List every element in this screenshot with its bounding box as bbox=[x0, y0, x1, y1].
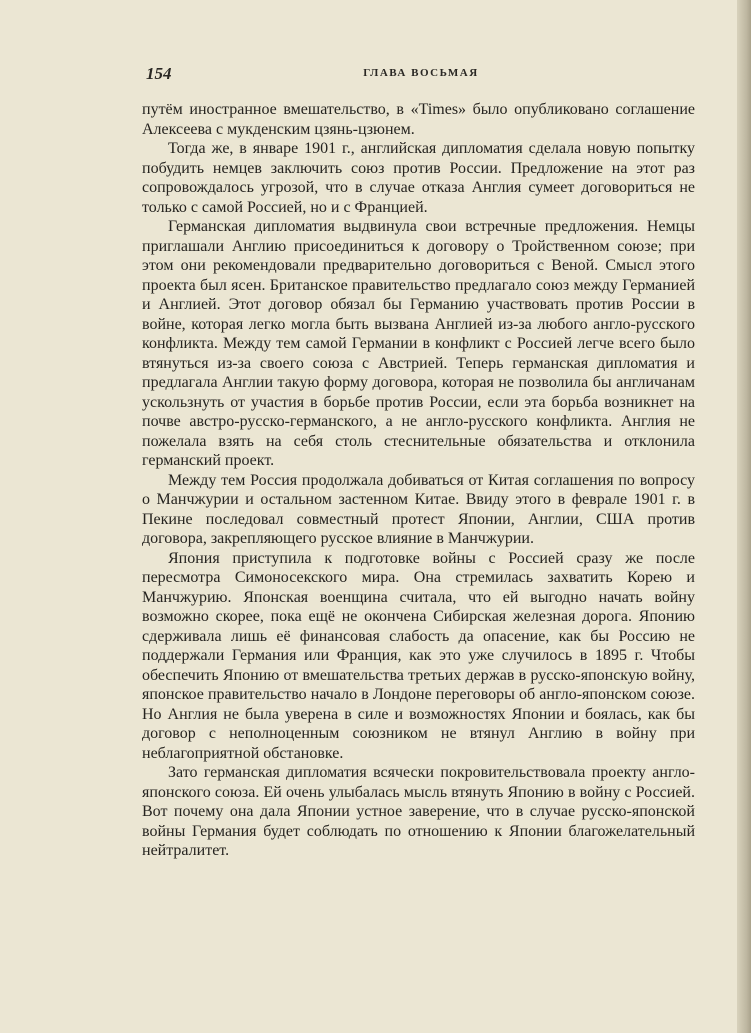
paragraph: Зато германская дипломатия всячески покровительствовала проекту англо-японского союза. Ей очень улыбалась мысль втянуть Японию в войну с Россией. Вот почему она дала Японии устное заверение, что в случае русско-японской войны Германия будет соблюдать по отношению к Японии благожелательный нейтралитет. bbox=[142, 764, 695, 859]
page-header bbox=[146, 64, 696, 86]
page-edge-shadow bbox=[737, 0, 751, 1033]
running-head: ГЛАВА ВОСЬМАЯ bbox=[363, 67, 479, 79]
paragraph: Япония приступила к подготовке войны с Россией сразу же после пересмотра Симоносекского мира. Она стремилась захватить Корею и Манчжурию. Японская военщина считала, что ей выгодно начать войну возможно скорее, пока ещё не окончена Сибирская железная дорога. Японию сдерживала лишь её финансовая слабость да опасение, как бы Россию не поддержали Германия или Франция, как это уже случилось в 1895 г. Чтобы обеспечить Японию от вмешательства третьих держав в русско-японскую войну, японское правительство начало в Лондоне переговоры об англо-японском союзе. Но Англия не была уверена в силе и возможностях Японии и боялась, как бы договор с неполноценным союзником не втянул Англию в войну при неблагоприятной обстановке. bbox=[142, 549, 695, 762]
body-text bbox=[142, 100, 695, 861]
paragraph-continuation: путём иностранное вмешательство, в «Times» было опубликовано соглашение Алексеева с мукденским цзянь-цзюнем. bbox=[142, 101, 695, 138]
page-number: 154 bbox=[146, 64, 172, 83]
paragraph: Между тем Россия продолжала добиваться от Китая соглашения по вопросу о Манчжурии и остальном застенном Китае. Ввиду этого в феврале 1901 г. в Пекине последовал совместный протест Японии, Англии, США против договора, закрепляющего русское влияние в Манчжурии. bbox=[142, 471, 695, 547]
paragraph: Тогда же, в январе 1901 г., английская дипломатия сделала новую попытку побудить немцев заключить союз против России. Предложение на этот раз сопровождалось угрозой, что в случае отказа Англия сумеет договориться не только с самой Россией, но и с Францией. bbox=[142, 140, 695, 216]
paragraph: Германская дипломатия выдвинула свои встречные предложения. Немцы приглашали Англию присоединиться к договору о Тройственном союзе; при этом они рекомендовали предварительно договориться с Веной. Смысл этого проекта был ясен. Британское правительство предлагало союз между Германией и Англией. Этот договор обязал бы Германию участвовать против России в войне, которая легко могла быть вызвана Англией из-за любого англо-русского конфликта. Между тем самой Германии в конфликт с Россией легче всего было втянуться из-за своего союза с Австрией. Теперь германская дипломатия и предлагала Англии такую форму договора, которая не позволила бы англичанам ускользнуть от участия в борьбе против России, если эта борьба возникнет на почве австро-русско-германского, а не англо-русского конфликта. Англия не пожелала взять на себя столь стеснительные обязательства и отклонила германский проект. bbox=[142, 218, 695, 469]
